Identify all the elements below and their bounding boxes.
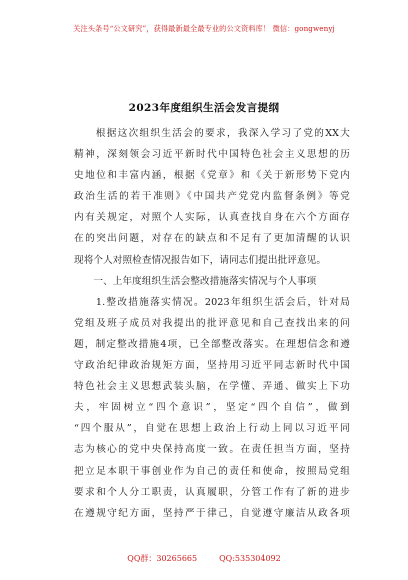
footer-contact [0, 553, 408, 564]
section-heading: 一、上年度组织生活会整改措施落实情况与个人事项 [74, 275, 317, 287]
header-banner: 关注头条号“公文研究”，获得最新最全最专业的公文资料库！ 微信：gongwenyj [73, 24, 335, 33]
document-body [74, 123, 350, 524]
body-line: 特色社会主义思想武装头脑，在学懂、弄通、做实上下功 [74, 381, 350, 393]
body-line: 在的突出问题，对存在的缺点和不足有了更加清醒的认识 [74, 233, 350, 245]
body-line: 现将个人对照检查情况报告如下，请同志们提出批评意见。 [74, 254, 327, 266]
body-line: 志为核心的党中央保持高度一致。在责任担当方面，坚持 [74, 444, 350, 456]
footer-qq-group: QQ群：30265665 [127, 554, 198, 563]
body-line: 题，制定整改措施4项，已全部整改落实。在理想信念和遵 [74, 338, 350, 350]
body-line: 1.整改措施落实情况。2023年组织生活会后，针对局 [74, 296, 350, 308]
body-line: 在遵规守纪方面，坚持严于律己，自觉遵守廉洁从政各项 [74, 507, 350, 519]
body-line: 内有关规定，对照个人实际，认真查找自身在六个方面存 [74, 212, 350, 224]
body-line: 要求和个人分工职责，认真履职，分管工作有了新的进步 [74, 486, 350, 498]
document-title: 2023年度组织生活会发言提纲 [128, 102, 280, 114]
body-line: 夫，牢固树立“四个意识”，坚定“四个自信”，做到 [74, 402, 350, 414]
body-line: 根据这次组织生活会的要求，我深入学习了党的XX大 [74, 128, 350, 139]
body-line: “四个服从”，自觉在思想上政治上行动上同以习近平同 [74, 423, 350, 435]
body-line: 党组及班子成员对我提出的批评意见和自己查找出来的问 [74, 317, 350, 329]
body-line: 守政治纪律政治规矩方面，坚持用习近平同志新时代中国 [74, 360, 350, 372]
body-line: 政治生活的若干准则》《中国共产党党内监督条例》等党 [74, 191, 350, 203]
body-line: 把立足本职干事创业作为自己的责任和使命，按照局党组 [74, 465, 350, 477]
footer-qq-number: QQ:535304092 [219, 554, 281, 563]
body-line: 史地位和丰富内涵，根据《党章》和《关于新形势下党内 [74, 170, 350, 182]
body-line: 精神，深刻领会习近平新时代中国特色社会主义思想的历 [74, 149, 350, 161]
